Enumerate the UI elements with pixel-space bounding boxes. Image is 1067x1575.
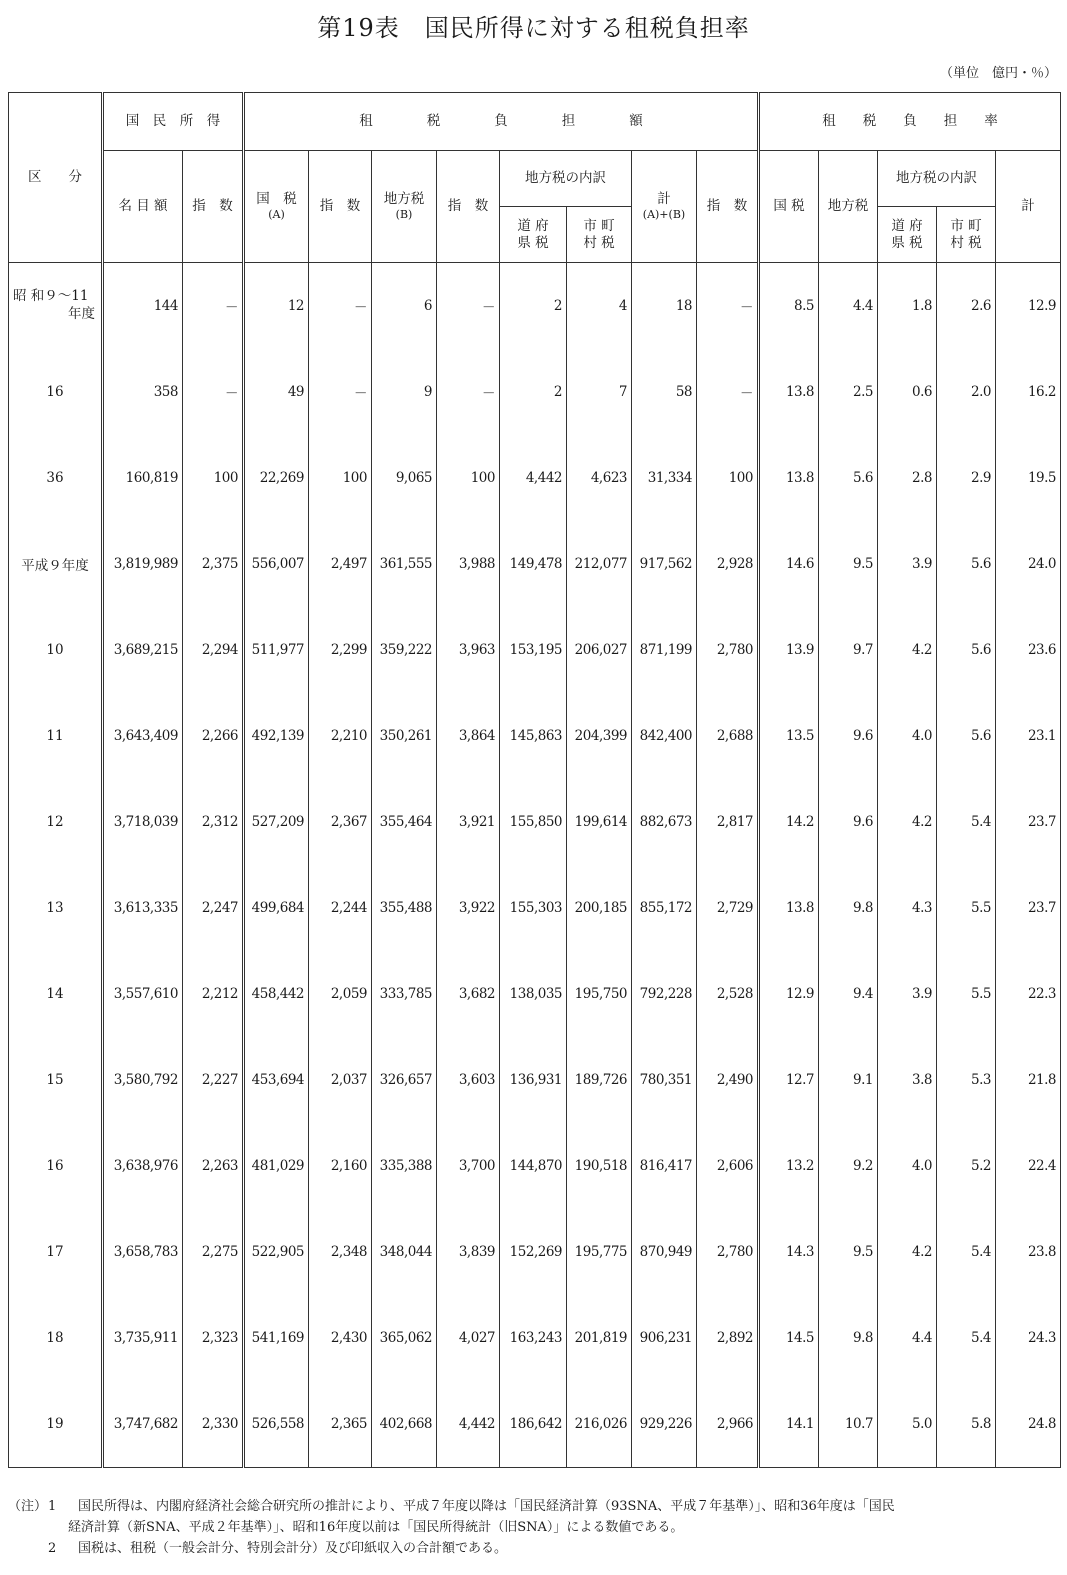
cell-dofukenzei-ritsu: 1.8 xyxy=(878,263,937,350)
header-kokuzei: 国 税 (A) xyxy=(244,151,309,263)
header-kokuzei-ritsu: 国 税 xyxy=(759,151,819,263)
cell-shichosonzei: 4 xyxy=(567,263,632,350)
row-label: 16 xyxy=(9,349,103,435)
cell-chihozei-ritsu: 4.4 xyxy=(819,263,878,350)
cell-shotoku-shisu: 2,375 xyxy=(183,521,244,607)
cell-kei: 917,562 xyxy=(632,521,697,607)
cell-shotoku-shisu: 2,323 xyxy=(183,1295,244,1381)
cell-chihozei-ritsu: 9.2 xyxy=(819,1123,878,1209)
cell-chihozei: 361,555 xyxy=(372,521,437,607)
cell-kei: 870,949 xyxy=(632,1209,697,1295)
cell-chihozei-ritsu: 2.5 xyxy=(819,349,878,435)
page-title: 第19表 国民所得に対する租税負担率 xyxy=(317,14,750,42)
cell-chihozei-shisu: 3,988 xyxy=(437,521,500,607)
note-number: 2 xyxy=(48,1541,57,1556)
cell-dofukenzei: 144,870 xyxy=(500,1123,567,1209)
cell-meimoku: 3,718,039 xyxy=(103,779,183,865)
cell-shichosonzei: 195,750 xyxy=(567,951,632,1037)
table-row xyxy=(9,1037,1061,1123)
cell-dofukenzei-ritsu: 4.4 xyxy=(878,1295,937,1381)
cell-dofukenzei: 186,642 xyxy=(500,1381,567,1468)
cell-chihozei-shisu: 3,922 xyxy=(437,865,500,951)
cell-chihozei: 355,488 xyxy=(372,865,437,951)
cell-kokuzei-ritsu: 13.2 xyxy=(759,1123,819,1209)
cell-shichosonzei: 189,726 xyxy=(567,1037,632,1123)
table-row xyxy=(9,435,1061,521)
table-row xyxy=(9,1295,1061,1381)
cell-dofukenzei-ritsu: 5.0 xyxy=(878,1381,937,1468)
cell-kei-shisu: 2,780 xyxy=(697,1209,759,1295)
cell-kokuzei: 458,442 xyxy=(244,951,309,1037)
cell-kokuzei: 527,209 xyxy=(244,779,309,865)
cell-shichosonzei-ritsu: 5.5 xyxy=(937,951,996,1037)
cell-shotoku-shisu: 2,275 xyxy=(183,1209,244,1295)
cell-shichosonzei: 206,027 xyxy=(567,607,632,693)
row-label: 10 xyxy=(9,607,103,693)
cell-shotoku-shisu: 2,266 xyxy=(183,693,244,779)
cell-kei-ritsu: 24.0 xyxy=(996,521,1061,607)
note-mark: （注） xyxy=(8,1499,48,1514)
cell-kei-shisu: 2,928 xyxy=(697,521,759,607)
header-dofuken-ritsu: 道 府 県 税 xyxy=(878,207,937,263)
cell-kei-shisu: 2,729 xyxy=(697,865,759,951)
cell-chihozei-shisu: － xyxy=(437,263,500,350)
cell-kei: 792,228 xyxy=(632,951,697,1037)
cell-kokuzei-shisu: 2,367 xyxy=(309,779,372,865)
cell-kokuzei-ritsu: 14.6 xyxy=(759,521,819,607)
cell-kei: 882,673 xyxy=(632,779,697,865)
cell-shichosonzei: 216,026 xyxy=(567,1381,632,1468)
cell-dofukenzei-ritsu: 3.8 xyxy=(878,1037,937,1123)
cell-kokuzei-shisu: 2,365 xyxy=(309,1381,372,1468)
table-row xyxy=(9,349,1061,435)
cell-kokuzei: 453,694 xyxy=(244,1037,309,1123)
cell-chihozei: 333,785 xyxy=(372,951,437,1037)
cell-kei: 816,417 xyxy=(632,1123,697,1209)
cell-dofukenzei: 2 xyxy=(500,349,567,435)
table-row xyxy=(9,1381,1061,1468)
cell-chihozei-ritsu: 9.1 xyxy=(819,1037,878,1123)
footnotes xyxy=(8,1496,1060,1559)
cell-dofukenzei: 2 xyxy=(500,263,567,350)
cell-chihozei-ritsu: 9.8 xyxy=(819,865,878,951)
cell-kei: 58 xyxy=(632,349,697,435)
cell-kokuzei-shisu: 2,059 xyxy=(309,951,372,1037)
cell-chihozei: 9 xyxy=(372,349,437,435)
table-row xyxy=(9,521,1061,607)
cell-kokuzei-shisu: 2,210 xyxy=(309,693,372,779)
header-chihozei: 地方税 (B) xyxy=(372,151,437,263)
cell-dofukenzei: 149,478 xyxy=(500,521,567,607)
cell-meimoku: 3,638,976 xyxy=(103,1123,183,1209)
cell-shotoku-shisu: 100 xyxy=(183,435,244,521)
cell-kei-ritsu: 12.9 xyxy=(996,263,1061,350)
header-shichoson: 市 町 村 税 xyxy=(567,207,632,263)
row-label: 19 xyxy=(9,1381,103,1468)
cell-shotoku-shisu: 2,247 xyxy=(183,865,244,951)
cell-dofukenzei-ritsu: 4.2 xyxy=(878,779,937,865)
cell-kei-shisu: 2,490 xyxy=(697,1037,759,1123)
cell-dofukenzei-ritsu: 4.0 xyxy=(878,693,937,779)
cell-shichosonzei-ritsu: 2.6 xyxy=(937,263,996,350)
cell-chihozei-ritsu: 9.5 xyxy=(819,1209,878,1295)
table-row xyxy=(9,1209,1061,1295)
cell-dofukenzei-ritsu: 2.8 xyxy=(878,435,937,521)
cell-meimoku: 3,557,610 xyxy=(103,951,183,1037)
header-dofuken: 道 府 県 税 xyxy=(500,207,567,263)
cell-shotoku-shisu: 2,227 xyxy=(183,1037,244,1123)
cell-dofukenzei: 4,442 xyxy=(500,435,567,521)
tax-burden-table xyxy=(8,92,1061,1468)
cell-kei: 780,351 xyxy=(632,1037,697,1123)
cell-shichosonzei: 190,518 xyxy=(567,1123,632,1209)
cell-chihozei-ritsu: 9.5 xyxy=(819,521,878,607)
cell-kei-ritsu: 23.6 xyxy=(996,607,1061,693)
cell-shotoku-shisu: 2,294 xyxy=(183,607,244,693)
header-chihozei-uchiwake-ritsu: 地方税の内訳 xyxy=(878,151,996,207)
row-label: 17 xyxy=(9,1209,103,1295)
cell-chihozei-shisu: 3,700 xyxy=(437,1123,500,1209)
cell-chihozei: 402,668 xyxy=(372,1381,437,1468)
header-kubun: 区 分 xyxy=(9,93,103,263)
cell-chihozei-ritsu: 10.7 xyxy=(819,1381,878,1468)
cell-dofukenzei-ritsu: 3.9 xyxy=(878,951,937,1037)
cell-kokuzei-shisu: 2,497 xyxy=(309,521,372,607)
cell-dofukenzei: 136,931 xyxy=(500,1037,567,1123)
cell-kei-ritsu: 24.8 xyxy=(996,1381,1061,1468)
cell-kei-shisu: － xyxy=(697,349,759,435)
cell-kei-shisu: 2,817 xyxy=(697,779,759,865)
cell-kei-shisu: － xyxy=(697,263,759,350)
table-row xyxy=(9,607,1061,693)
cell-kokuzei: 12 xyxy=(244,263,309,350)
cell-kei-ritsu: 16.2 xyxy=(996,349,1061,435)
cell-shichosonzei: 199,614 xyxy=(567,779,632,865)
note-text: 国税は、租税（一般会計分、特別会計分）及び印紙収入の合計額である。 xyxy=(78,1541,508,1556)
cell-shichosonzei-ritsu: 5.4 xyxy=(937,1209,996,1295)
note-text: 国民所得は、内閣府経済社会総合研究所の推計により、平成７年度以降は「国民経済計算（93SNA、平成７年基準）」、昭和36年度は「国民 xyxy=(78,1499,895,1514)
cell-kei-ritsu: 23.8 xyxy=(996,1209,1061,1295)
unit-label: （単位 億円・％） xyxy=(939,66,1057,81)
cell-shotoku-shisu: 2,263 xyxy=(183,1123,244,1209)
cell-kokuzei-ritsu: 13.8 xyxy=(759,865,819,951)
table-row xyxy=(9,865,1061,951)
cell-dofukenzei-ritsu: 4.0 xyxy=(878,1123,937,1209)
cell-shichosonzei-ritsu: 5.8 xyxy=(937,1381,996,1468)
cell-shotoku-shisu: － xyxy=(183,263,244,350)
cell-kokuzei-ritsu: 12.9 xyxy=(759,951,819,1037)
cell-shichosonzei-ritsu: 2.9 xyxy=(937,435,996,521)
cell-shichosonzei: 7 xyxy=(567,349,632,435)
cell-kei-shisu: 2,966 xyxy=(697,1381,759,1468)
cell-shichosonzei-ritsu: 5.5 xyxy=(937,865,996,951)
cell-chihozei-ritsu: 9.4 xyxy=(819,951,878,1037)
cell-chihozei-shisu: 3,839 xyxy=(437,1209,500,1295)
cell-chihozei: 335,388 xyxy=(372,1123,437,1209)
cell-dofukenzei-ritsu: 4.3 xyxy=(878,865,937,951)
cell-kei: 855,172 xyxy=(632,865,697,951)
cell-shichosonzei-ritsu: 5.3 xyxy=(937,1037,996,1123)
cell-chihozei: 326,657 xyxy=(372,1037,437,1123)
header-shichoson-ritsu: 市 町 村 税 xyxy=(937,207,996,263)
cell-kokuzei-shisu: 2,160 xyxy=(309,1123,372,1209)
cell-kei: 842,400 xyxy=(632,693,697,779)
cell-shichosonzei-ritsu: 5.6 xyxy=(937,607,996,693)
cell-kokuzei-shisu: － xyxy=(309,349,372,435)
cell-chihozei: 348,044 xyxy=(372,1209,437,1295)
cell-chihozei-shisu: 3,963 xyxy=(437,607,500,693)
header-kei: 計 (A)+(B) xyxy=(632,151,697,263)
cell-kokuzei: 556,007 xyxy=(244,521,309,607)
cell-chihozei: 6 xyxy=(372,263,437,350)
cell-meimoku: 3,643,409 xyxy=(103,693,183,779)
cell-kokuzei-ritsu: 14.2 xyxy=(759,779,819,865)
cell-dofukenzei: 163,243 xyxy=(500,1295,567,1381)
cell-kokuzei-shisu: 100 xyxy=(309,435,372,521)
header-shisu: 指 数 xyxy=(697,151,759,263)
cell-kokuzei: 22,269 xyxy=(244,435,309,521)
cell-kei-shisu: 2,892 xyxy=(697,1295,759,1381)
cell-shotoku-shisu: 2,330 xyxy=(183,1381,244,1468)
cell-kei-ritsu: 23.7 xyxy=(996,865,1061,951)
row-label: 平成９年度 xyxy=(9,521,103,607)
cell-chihozei: 355,464 xyxy=(372,779,437,865)
cell-kei: 31,334 xyxy=(632,435,697,521)
note-1 xyxy=(8,1496,1060,1517)
header-meimoku: 名 目 額 xyxy=(103,151,183,263)
cell-dofukenzei: 138,035 xyxy=(500,951,567,1037)
cell-dofukenzei-ritsu: 4.2 xyxy=(878,607,937,693)
cell-shichosonzei: 195,775 xyxy=(567,1209,632,1295)
note-number: 1 xyxy=(48,1499,57,1514)
cell-chihozei-ritsu: 9.6 xyxy=(819,779,878,865)
cell-dofukenzei: 153,195 xyxy=(500,607,567,693)
cell-kei: 929,226 xyxy=(632,1381,697,1468)
cell-meimoku: 160,819 xyxy=(103,435,183,521)
header-sozei-futan-gaku: 租 税 負 担 額 xyxy=(244,93,759,151)
cell-meimoku: 3,735,911 xyxy=(103,1295,183,1381)
row-label: 36 xyxy=(9,435,103,521)
cell-meimoku: 144 xyxy=(103,263,183,350)
table-body xyxy=(9,263,1061,1468)
cell-dofukenzei-ritsu: 4.2 xyxy=(878,1209,937,1295)
cell-kokuzei-ritsu: 12.7 xyxy=(759,1037,819,1123)
cell-chihozei-shisu: 4,442 xyxy=(437,1381,500,1468)
cell-kokuzei-shisu: 2,299 xyxy=(309,607,372,693)
header-shisu: 指 数 xyxy=(183,151,244,263)
cell-kokuzei-shisu: － xyxy=(309,263,372,350)
cell-kokuzei-ritsu: 13.5 xyxy=(759,693,819,779)
cell-chihozei: 359,222 xyxy=(372,607,437,693)
cell-kokuzei-shisu: 2,430 xyxy=(309,1295,372,1381)
header-kokumin-shotoku: 国 民 所 得 xyxy=(103,93,244,151)
cell-chihozei: 9,065 xyxy=(372,435,437,521)
cell-chihozei-ritsu: 9.8 xyxy=(819,1295,878,1381)
cell-shichosonzei-ritsu: 2.0 xyxy=(937,349,996,435)
cell-kei-shisu: 2,606 xyxy=(697,1123,759,1209)
cell-dofukenzei-ritsu: 0.6 xyxy=(878,349,937,435)
row-label: 16 xyxy=(9,1123,103,1209)
cell-chihozei-shisu: 100 xyxy=(437,435,500,521)
cell-kokuzei-ritsu: 13.8 xyxy=(759,435,819,521)
cell-chihozei-shisu: － xyxy=(437,349,500,435)
row-label: 14 xyxy=(9,951,103,1037)
cell-kei-ritsu: 21.8 xyxy=(996,1037,1061,1123)
cell-shotoku-shisu: － xyxy=(183,349,244,435)
cell-kokuzei-ritsu: 14.3 xyxy=(759,1209,819,1295)
cell-meimoku: 3,613,335 xyxy=(103,865,183,951)
table-row xyxy=(9,951,1061,1037)
cell-chihozei-shisu: 3,864 xyxy=(437,693,500,779)
cell-kokuzei: 541,169 xyxy=(244,1295,309,1381)
cell-kokuzei-ritsu: 8.5 xyxy=(759,263,819,350)
cell-kokuzei-ritsu: 13.8 xyxy=(759,349,819,435)
cell-kei-shisu: 2,688 xyxy=(697,693,759,779)
note-1-continued: 経済計算（新SNA、平成２年基準）」、昭和16年度以前は「国民所得統計（旧SNA）」による数値である。 xyxy=(68,1520,684,1535)
cell-dofukenzei: 155,303 xyxy=(500,865,567,951)
cell-chihozei-ritsu: 9.7 xyxy=(819,607,878,693)
cell-kokuzei-shisu: 2,244 xyxy=(309,865,372,951)
cell-shichosonzei-ritsu: 5.4 xyxy=(937,1295,996,1381)
table-row xyxy=(9,263,1061,350)
header-kei-ritsu: 計 xyxy=(996,151,1061,263)
header-shisu: 指 数 xyxy=(437,151,500,263)
cell-kokuzei: 49 xyxy=(244,349,309,435)
cell-chihozei: 365,062 xyxy=(372,1295,437,1381)
cell-kokuzei: 526,558 xyxy=(244,1381,309,1468)
cell-shichosonzei-ritsu: 5.6 xyxy=(937,521,996,607)
table-row xyxy=(9,693,1061,779)
cell-meimoku: 3,689,215 xyxy=(103,607,183,693)
table-row xyxy=(9,1123,1061,1209)
cell-meimoku: 3,819,989 xyxy=(103,521,183,607)
row-label: 11 xyxy=(9,693,103,779)
cell-shichosonzei: 212,077 xyxy=(567,521,632,607)
cell-kokuzei-ritsu: 13.9 xyxy=(759,607,819,693)
cell-kokuzei: 481,029 xyxy=(244,1123,309,1209)
cell-kei: 906,231 xyxy=(632,1295,697,1381)
cell-kokuzei: 499,684 xyxy=(244,865,309,951)
cell-meimoku: 3,747,682 xyxy=(103,1381,183,1468)
cell-shichosonzei: 4,623 xyxy=(567,435,632,521)
cell-shichosonzei-ritsu: 5.4 xyxy=(937,779,996,865)
cell-dofukenzei: 152,269 xyxy=(500,1209,567,1295)
cell-shichosonzei: 204,399 xyxy=(567,693,632,779)
cell-kokuzei-ritsu: 14.5 xyxy=(759,1295,819,1381)
row-label: 15 xyxy=(9,1037,103,1123)
cell-chihozei-shisu: 3,603 xyxy=(437,1037,500,1123)
cell-chihozei-ritsu: 5.6 xyxy=(819,435,878,521)
cell-kokuzei: 522,905 xyxy=(244,1209,309,1295)
cell-chihozei: 350,261 xyxy=(372,693,437,779)
cell-chihozei-shisu: 3,921 xyxy=(437,779,500,865)
cell-meimoku: 358 xyxy=(103,349,183,435)
table-row xyxy=(9,779,1061,865)
cell-kei: 18 xyxy=(632,263,697,350)
header-chihozei-uchiwake: 地方税の内訳 xyxy=(500,151,632,207)
cell-kei-ritsu: 23.1 xyxy=(996,693,1061,779)
cell-kei-shisu: 100 xyxy=(697,435,759,521)
cell-kokuzei-shisu: 2,037 xyxy=(309,1037,372,1123)
cell-shotoku-shisu: 2,212 xyxy=(183,951,244,1037)
row-label: 18 xyxy=(9,1295,103,1381)
cell-kei-ritsu: 23.7 xyxy=(996,779,1061,865)
cell-kokuzei-shisu: 2,348 xyxy=(309,1209,372,1295)
cell-kei: 871,199 xyxy=(632,607,697,693)
cell-kei-ritsu: 22.4 xyxy=(996,1123,1061,1209)
header-chihozei-ritsu: 地方税 xyxy=(819,151,878,263)
row-label: 昭 和９～11 年度 xyxy=(9,263,103,350)
header-shisu: 指 数 xyxy=(309,151,372,263)
cell-kei-shisu: 2,780 xyxy=(697,607,759,693)
cell-kokuzei: 511,977 xyxy=(244,607,309,693)
cell-kokuzei: 492,139 xyxy=(244,693,309,779)
cell-shichosonzei: 201,819 xyxy=(567,1295,632,1381)
cell-kei-ritsu: 22.3 xyxy=(996,951,1061,1037)
cell-kei-ritsu: 24.3 xyxy=(996,1295,1061,1381)
cell-dofukenzei-ritsu: 3.9 xyxy=(878,521,937,607)
cell-shichosonzei-ritsu: 5.6 xyxy=(937,693,996,779)
row-label: 12 xyxy=(9,779,103,865)
cell-chihozei-shisu: 3,682 xyxy=(437,951,500,1037)
cell-shichosonzei: 200,185 xyxy=(567,865,632,951)
cell-chihozei-shisu: 4,027 xyxy=(437,1295,500,1381)
cell-dofukenzei: 145,863 xyxy=(500,693,567,779)
cell-kei-ritsu: 19.5 xyxy=(996,435,1061,521)
cell-chihozei-ritsu: 9.6 xyxy=(819,693,878,779)
cell-kokuzei-ritsu: 14.1 xyxy=(759,1381,819,1468)
row-label: 13 xyxy=(9,865,103,951)
cell-shotoku-shisu: 2,312 xyxy=(183,779,244,865)
cell-meimoku: 3,658,783 xyxy=(103,1209,183,1295)
cell-meimoku: 3,580,792 xyxy=(103,1037,183,1123)
cell-kei-shisu: 2,528 xyxy=(697,951,759,1037)
note-2 xyxy=(8,1538,1060,1559)
cell-shichosonzei-ritsu: 5.2 xyxy=(937,1123,996,1209)
cell-dofukenzei: 155,850 xyxy=(500,779,567,865)
header-sozei-futan-ritsu: 租 税 負 担 率 xyxy=(759,93,1061,151)
